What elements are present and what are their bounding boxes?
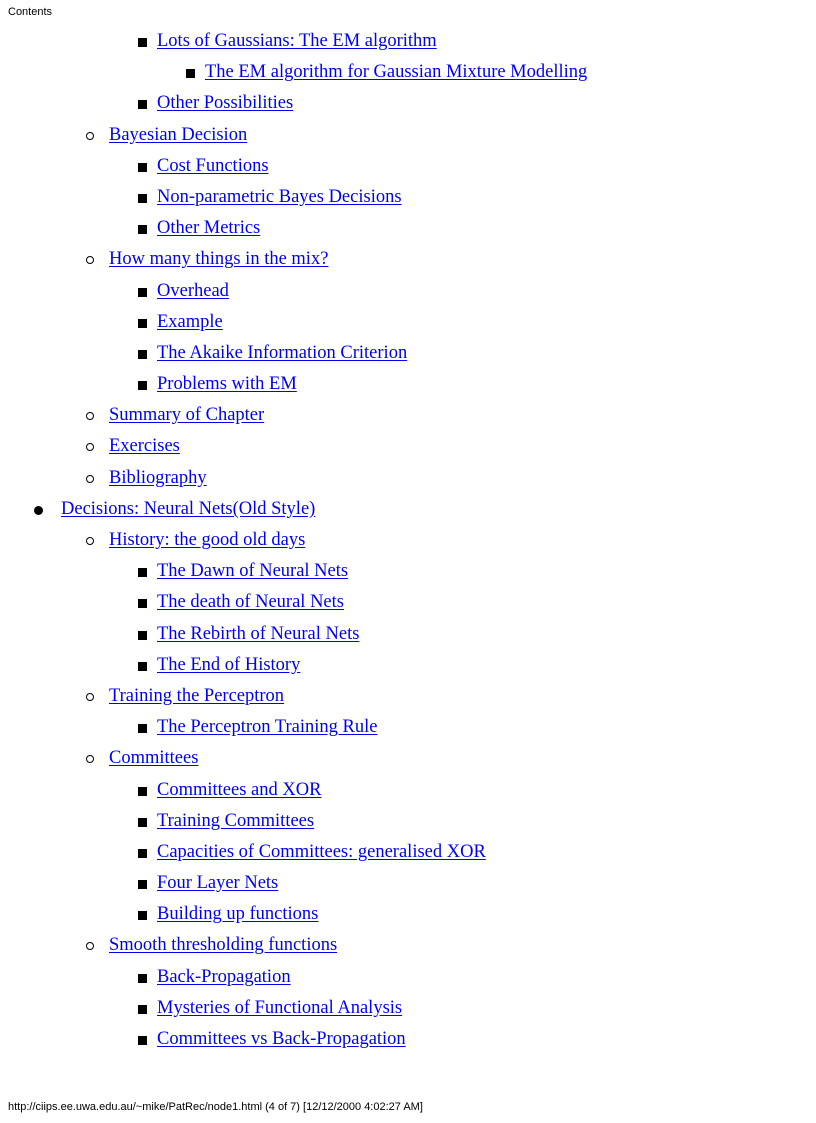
toc-item [0, 120, 816, 151]
toc-item [0, 276, 816, 307]
toc-link[interactable]: Overhead [157, 280, 229, 301]
toc-link[interactable]: The Akaike Information Criterion [157, 342, 408, 363]
toc-item [0, 307, 816, 338]
toc-item [0, 556, 816, 587]
toc-item [0, 1024, 816, 1055]
square-bullet-icon [138, 38, 147, 47]
square-bullet-icon [138, 319, 147, 328]
toc-item [0, 338, 816, 369]
toc-link[interactable]: Training Committees [157, 810, 315, 831]
square-bullet-icon [138, 724, 147, 733]
toc-link[interactable]: How many things in the mix? [109, 249, 329, 270]
toc-link[interactable]: Mysteries of Functional Analysis [157, 997, 403, 1018]
circle-bullet-icon [86, 412, 94, 420]
toc-link[interactable]: Committees [109, 748, 199, 769]
toc-link[interactable]: Committees and XOR [157, 779, 322, 800]
page-header-title: Contents [8, 6, 53, 18]
toc-item [0, 182, 816, 213]
square-bullet-icon [138, 818, 147, 827]
toc-item [0, 899, 816, 930]
toc-link[interactable]: Decisions: Neural Nets(Old Style) [61, 498, 316, 519]
toc-link[interactable]: Other Metrics [157, 218, 261, 239]
square-bullet-icon [138, 225, 147, 234]
toc-item [0, 26, 816, 57]
toc-item [0, 463, 816, 494]
toc-link[interactable]: Capacities of Committees: generalised XOR [157, 841, 486, 862]
square-bullet-icon [138, 163, 147, 172]
toc-link[interactable]: The EM algorithm for Gaussian Mixture Modelling [205, 62, 588, 83]
toc-item [0, 369, 816, 400]
toc-item [0, 400, 816, 431]
square-bullet-icon [138, 100, 147, 109]
square-bullet-icon [138, 631, 147, 640]
page-footer-url: http://ciips.ee.uwa.edu.au/~mike/PatRec/node1.html (4 of 7) [12/12/2000 4:02:27 AM] [8, 1101, 423, 1113]
toc-link[interactable]: Summary of Chapter [109, 405, 265, 426]
circle-bullet-icon [86, 256, 94, 264]
circle-bullet-icon [86, 475, 94, 483]
toc-link[interactable]: The death of Neural Nets [157, 592, 344, 613]
toc-link[interactable]: The Rebirth of Neural Nets [157, 623, 360, 644]
toc-item [0, 681, 816, 712]
toc-item [0, 494, 816, 525]
toc-item [0, 88, 816, 119]
circle-bullet-icon [86, 942, 94, 950]
toc-link[interactable]: The End of History [157, 654, 301, 675]
toc-item [0, 244, 816, 275]
toc-link[interactable]: The Perceptron Training Rule [157, 717, 378, 738]
toc-item [0, 868, 816, 899]
toc-link[interactable]: Bibliography [109, 467, 207, 488]
toc-link[interactable]: Exercises [109, 436, 180, 457]
square-bullet-icon [138, 1036, 147, 1045]
toc-item [0, 431, 816, 462]
disc-bullet-icon [34, 506, 43, 515]
circle-bullet-icon [86, 537, 94, 545]
toc-item [0, 962, 816, 993]
toc-item [0, 712, 816, 743]
toc-item [0, 213, 816, 244]
toc-link[interactable]: Training the Perceptron [109, 685, 285, 706]
square-bullet-icon [138, 849, 147, 858]
toc-link[interactable]: Bayesian Decision [109, 124, 248, 145]
toc-item [0, 587, 816, 618]
toc-item [0, 775, 816, 806]
square-bullet-icon [138, 911, 147, 920]
square-bullet-icon [138, 974, 147, 983]
square-bullet-icon [138, 1005, 147, 1014]
toc-item [0, 57, 816, 88]
square-bullet-icon [138, 599, 147, 608]
toc-link[interactable]: Smooth thresholding functions [109, 935, 338, 956]
toc-link[interactable]: Four Layer Nets [157, 873, 279, 894]
square-bullet-icon [138, 350, 147, 359]
toc-link[interactable]: Building up functions [157, 904, 319, 925]
toc-item [0, 806, 816, 837]
toc-link[interactable]: The Dawn of Neural Nets [157, 561, 349, 582]
circle-bullet-icon [86, 132, 94, 140]
toc-link[interactable]: Lots of Gaussians: The EM algorithm [157, 31, 437, 51]
toc-item [0, 525, 816, 556]
circle-bullet-icon [86, 755, 94, 763]
toc-link[interactable]: Example [157, 311, 223, 332]
square-bullet-icon [138, 194, 147, 203]
toc-link[interactable]: Back-Propagation [157, 966, 291, 987]
square-bullet-icon [138, 787, 147, 796]
toc-item [0, 930, 816, 961]
square-bullet-icon [138, 880, 147, 889]
toc-item [0, 743, 816, 774]
toc-link[interactable]: Committees vs Back-Propagation [157, 1029, 406, 1049]
toc-item [0, 837, 816, 868]
toc-link[interactable]: History: the good old days [109, 530, 306, 550]
toc-item [0, 151, 816, 182]
toc-item [0, 619, 816, 650]
square-bullet-icon [138, 381, 147, 390]
toc-link[interactable]: Cost Functions [157, 155, 269, 176]
square-bullet-icon [138, 568, 147, 577]
toc-item [0, 993, 816, 1024]
square-bullet-icon [138, 662, 147, 671]
toc-link[interactable]: Other Possibilities [157, 93, 294, 114]
toc-item [0, 650, 816, 681]
square-bullet-icon [186, 69, 195, 78]
square-bullet-icon [138, 288, 147, 297]
toc-link[interactable]: Non-parametric Bayes Decisions [157, 186, 402, 207]
table-of-contents [0, 26, 816, 1055]
circle-bullet-icon [86, 443, 94, 451]
toc-link[interactable]: Problems with EM [157, 374, 297, 395]
circle-bullet-icon [86, 693, 94, 701]
